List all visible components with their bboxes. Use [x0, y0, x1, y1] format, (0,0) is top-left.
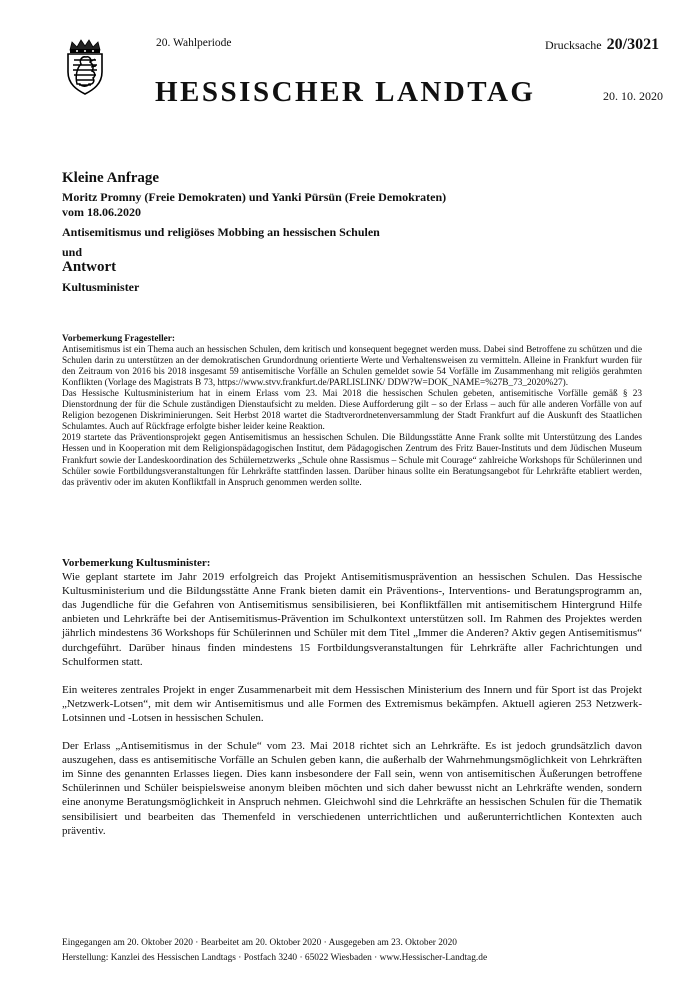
- minister: Kultusminister: [62, 280, 140, 294]
- vorbemerkung-fragesteller: [62, 334, 642, 489]
- wahlperiode: 20. Wahlperiode: [156, 37, 232, 49]
- paragraph: 2019 startete das Präventionsprojekt gegen Antisemitismus an hessischen Schulen. Die Bildungsstätte Anne Frank sollte mit Unterstützung des Landes Hessen und in Kooperation mit dem Religionspädagogischen Institut, dem Pädagogischen Zentrum des Fritz Bauer-Instituts und dem Jüdischen Museum Frankfurt sowie der Landeskoordination des Schülernetzwerks „Schule ohne Rassismus – Schule mit Courage“ zahlreiche Workshops für Schülerinnen und Schüler sowie Fortbildungsveranstaltungen für Lehrkräfte stattfinden lassen. Darüber hinaus sollte ein Beratungsangebot für Lehrkräfte etabliert werden, das präventiv oder im akuten Konfliktfall in Anspruch genommen werden sollte.: [62, 433, 642, 488]
- paragraph: Ein weiteres zentrales Projekt in enger Zusammenarbeit mit dem Hessischen Ministerium des Innern und für Sport ist das Projekt „Netzwerk-Lotsen“, mit dem wir Antisemitismus und alle Formen des Extremismus bekämpfen. Aktuell agieren 253 Netzwerk-Lotsinnen und -Lotsen in hessischen Schulen.: [62, 683, 642, 724]
- drucksache: [545, 36, 659, 54]
- paragraph: Das Hessische Kultusministerium hat in einem Erlass vom 23. Mai 2018 die hessischen Schulen gebeten, antisemitische Vorfälle gemäß § 23 Dienstordnung der für die Schule zuständigen Dienstaufsicht zu melden. Diese Aufforderung gilt – so der Erlass – auch für alle anderen Vorfälle von auf Religion bezogenen Diskriminierungen. Seit Herbst 2018 wartet die Stadtverordnetenversammlung der Stadt Frankfurt auf die Auskunft des Staatlichen Schulamtes. Auch auf Rückfrage erfolgte bisher leider keine Reaktion.: [62, 389, 642, 433]
- drucksache-number: 20/3021: [606, 36, 660, 53]
- doc-type: Kleine Anfrage: [62, 170, 160, 186]
- drucksache-label: Drucksache: [545, 38, 602, 52]
- paragraph: Antisemitismus ist ein Thema auch an hessischen Schulen, dem kritisch und konsequent begegnet werden muss. Dabei sind Betroffene zu schützen und die Schulen darin zu unterstützen an der demokratischen Grundordnung orientierte Werte und Verhaltensweisen zu vermitteln. Alleine in Frankfurt wurden für den Zeitraum von 2016 bis 2018 insgesamt 59 antisemitische Vorfälle an Schulen gemeldet sowie 54 Vorfälle im Zusammenhang mit religiös gerahmten Konflikten (Vorlage des Magistrats B 73, https://www.stvv.frankfurt.de/PARLISLINK/ DDW?W=DOK_NAME=%27B_73_2020%27).: [62, 345, 642, 389]
- und-label: und: [62, 245, 83, 259]
- authors: Moritz Promny (Freie Demokraten) und Yanki Pürsün (Freie Demokraten): [62, 190, 447, 204]
- topic: Antisemitismus und religiöses Mobbing an hessischen Schulen: [62, 225, 380, 239]
- section-heading: Vorbemerkung Fragesteller:: [62, 334, 175, 344]
- footer-dates: Eingegangen am 20. Oktober 2020 · Bearbeitet am 20. Oktober 2020 · Ausgegeben am 23. Oktober 2020: [62, 938, 457, 948]
- paragraph: Wie geplant startete im Jahr 2019 erfolgreich das Projekt Antisemitismusprävention an hessischen Schulen. Das Hessische Kultusministerium und die Bildungsstätte Anne Frank bieten damit ein Präventions-, Interventions- und Beratungsprogramm an, das Jugendliche für die Gefahren von Antisemitismus sensibilisieren, bei Konfliktfällen mit antisemitischem Hintergrund Hilfe anbieten und Lehrkräfte bei der Antisemitismus-Prävention im Schulkontext unterstützen soll. Im Rahmen des Projektes werden jährlich mindestens 36 Workshops für Schülerinnen und Schüler mit dem Titel „Immer die Anderen? Aktiv gegen Antisemitismus“ durchgeführt. Darüber hinaus finden mindestens 15 Fortbildungsveranstaltungen für Lehrkräfte aller Fachrichtungen und Schulformen statt.: [62, 571, 642, 668]
- vorbemerkung-kultusminister: [62, 556, 642, 838]
- question-date: vom 18.06.2020: [62, 205, 141, 219]
- antwort-heading: Antwort: [62, 259, 117, 275]
- footer-imprint: Herstellung: Kanzlei des Hessischen Landtags · Postfach 3240 · 65022 Wiesbaden · www.Hessischer-Landtag.de: [62, 953, 488, 963]
- page-title: HESSISCHER LANDTAG: [155, 76, 536, 108]
- header-date: 20. 10. 2020: [603, 89, 663, 103]
- paragraph: Der Erlass „Antisemitismus in der Schule“ vom 23. Mai 2018 richtet sich an Lehrkräfte. Es ist jedoch grundsätzlich davon auszugehen, dass es antisemitische Vorfälle an Schulen geben kann, die außerhalb der Wahrnehmungsmöglichkeit von Lehrkräften im Sinne des genannten Erlasses liegen. Dies kann insbesondere der Fall sein, wenn von antisemitischen Äußerungen betroffene Schülerinnen und Schüler beispielsweise anonym bleiben möchten und sich daher bewusst nicht an Lehrkräfte wenden, sondern eine anonyme Beratungsmöglichkeit in Anspruch nehmen. Gleichwohl sind die Lehrkräfte an hessischen Schulen für die Thematik sensibilisiert und bearbeiten das Themenfeld in verschiedenen unterrichtlichen und außerunterrichtlichen Kontexten auch präventiv.: [62, 740, 642, 837]
- hessen-coat-of-arms-icon: [62, 38, 108, 96]
- section-heading: Vorbemerkung Kultusminister:: [62, 557, 211, 569]
